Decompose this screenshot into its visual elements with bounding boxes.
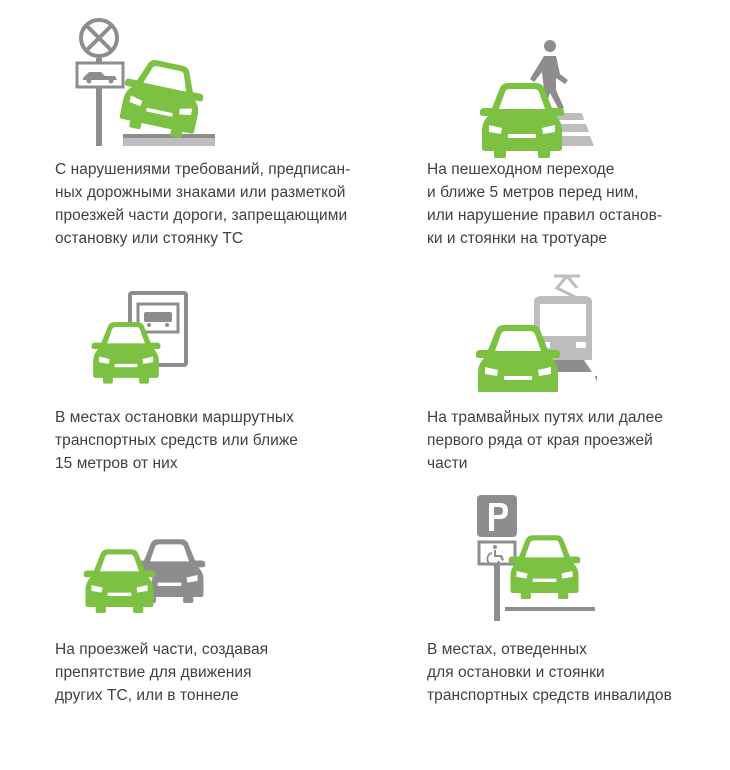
rule-no-stopping-sign-zone — [55, 18, 405, 253]
two-cars-icon — [77, 535, 212, 620]
rule-pedestrian-crossing — [427, 18, 730, 253]
rule-caption: В местах, отведенных для остановки и стоянки транспортных средств инвалидов — [427, 641, 672, 704]
rule-caption: На трамвайных путях или далее первого ряда от края проезжей части — [427, 409, 663, 472]
pedestrian-crossing-car-icon — [472, 38, 597, 158]
rule-bus-stop — [55, 290, 405, 525]
no-stopping-sign-tow-truck-car-icon — [75, 18, 215, 153]
rule-tram-tracks — [427, 290, 730, 525]
rule-disabled-parking — [427, 493, 730, 728]
rule-caption: На проезжей части, создавая препятствие для движения других ТС, или в тоннеле — [55, 641, 269, 704]
rule-road-obstruction — [55, 535, 405, 770]
bus-stop-sign-car-icon — [85, 290, 195, 400]
rule-caption: С нарушениями требований, предписан- ных дорожными знаками или разметкой проезжей части дороги, запрещающими остановку или стоянку ТС — [55, 161, 351, 247]
rule-caption: На пешеходном переходе и ближе 5 метров перед ним, или нарушение правил останов- ки и стоянки на тротуаре — [427, 161, 663, 247]
disabled-parking-sign-car-icon — [475, 493, 595, 623]
rule-caption: В местах остановки маршрутных транспортных средств или ближе 15 метров от них — [55, 409, 298, 472]
tram-car-icon — [472, 272, 597, 392]
